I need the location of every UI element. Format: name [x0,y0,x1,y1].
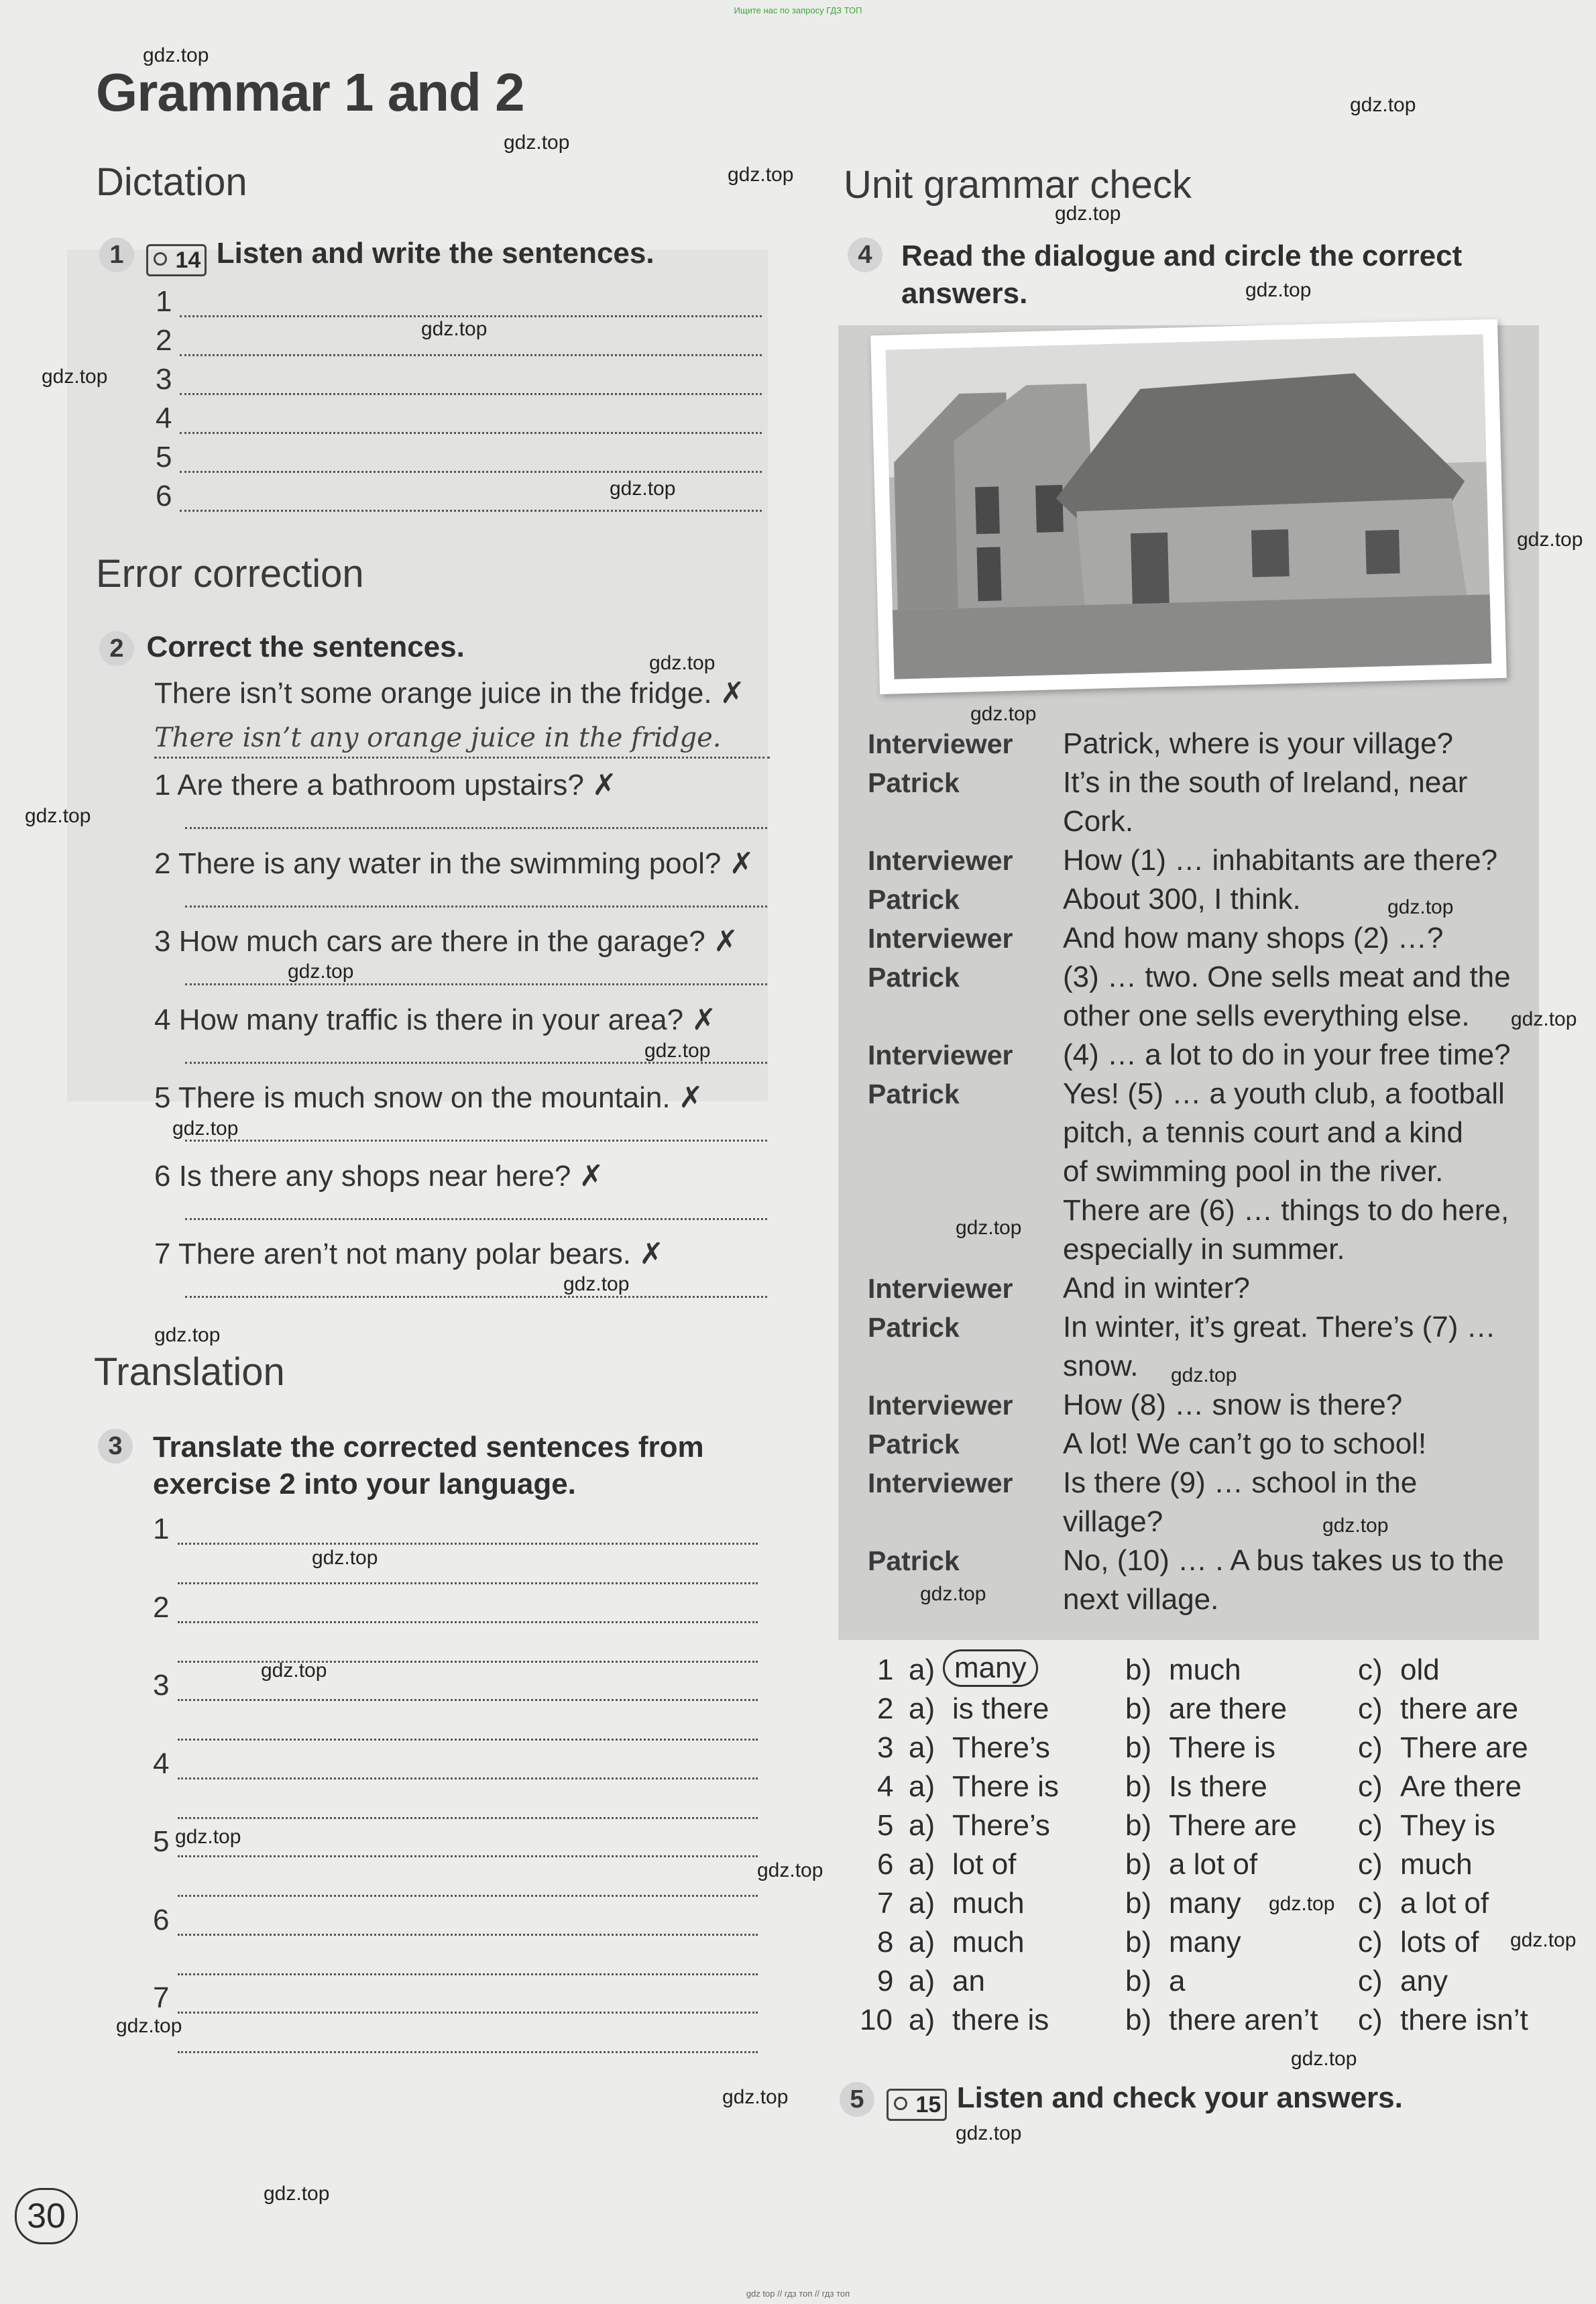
option-c[interactable]: There are [1400,1731,1528,1764]
exercise-4-number: 4 [848,237,882,272]
option-a-letter: a) [909,1731,935,1764]
watermark-text: gdz.top [172,1117,239,1140]
option-a[interactable]: lot of [952,1848,1017,1881]
watermark-text: gdz.top [920,1583,986,1605]
correction-line [185,983,767,985]
option-a-letter: a) [909,1965,935,1997]
translation-line-number: 7 [153,1981,170,2014]
translation-line [178,1739,758,1741]
option-a[interactable]: much [952,1887,1025,1920]
option-number: 4 [877,1770,894,1803]
watermark-text: gdz.top [956,2122,1022,2144]
exercise-5-instruction: Listen and check your answers. [956,2081,1403,2114]
option-b-letter: b) [1125,1809,1152,1842]
dictation-heading: Dictation [96,160,247,204]
translation-line-number: 4 [153,1747,170,1780]
option-a-letter: a) [909,1653,935,1686]
footer-note: gdz top // гдз топ // гдз топ [746,2289,850,2299]
dialogue-line: Cork. [1063,805,1134,838]
example-answer-line [154,757,770,759]
watermark-text: gdz.top [757,1859,823,1881]
exercise-3-instruction-2: exercise 2 into your language. [153,1468,576,1500]
option-c[interactable]: much [1400,1848,1473,1881]
watermark-text: gdz.top [116,2015,182,2037]
option-b-letter: b) [1125,1731,1152,1764]
translation-line [178,1543,758,1545]
cottage-illustration [870,319,1507,694]
option-b-letter: b) [1125,1653,1152,1686]
dialogue-line: And how many shops (2) …? [1063,922,1444,954]
option-c[interactable]: lots of [1400,1926,1479,1959]
watermark-text: gdz.top [312,1547,378,1569]
watermark-text: gdz.top [143,44,209,66]
option-b[interactable]: a [1169,1965,1186,1997]
option-b[interactable]: there aren’t [1169,2004,1318,2036]
correction-line [185,1296,767,1298]
translation-line-number: 6 [153,1903,170,1936]
option-number: 1 [877,1653,894,1686]
translation-line [178,2012,758,2014]
translation-heading: Translation [94,1350,285,1394]
page-title: Grammar 1 and 2 [96,62,524,122]
translation-line-number: 1 [153,1513,170,1545]
watermark-text: gdz.top [288,961,354,983]
option-number: 5 [877,1809,894,1842]
left-panel-shade [67,250,768,1101]
option-a-letter: a) [909,1692,935,1725]
dialogue-line: pitch, a tennis court and a kind [1063,1116,1463,1149]
option-number: 6 [877,1848,894,1881]
translation-line [178,1934,758,1936]
dialogue-speaker: Patrick [868,767,960,798]
error-sentence: 4 How many traffic is there in your area? ✗ [154,1003,717,1036]
option-b[interactable]: much [1169,1653,1241,1686]
error-sentence: 5 There is much snow on the mountain. ✗ [154,1081,703,1114]
translation-line-number: 2 [153,1590,170,1624]
dialogue-line: (3) … two. One sells meat and the [1063,961,1511,993]
watermark-text: gdz.top [970,703,1037,725]
option-number: 10 [860,2004,893,2036]
exercise-5-number: 5 [840,2082,874,2117]
option-b[interactable]: are there [1169,1692,1288,1725]
unit-grammar-check-heading: Unit grammar check [844,163,1192,207]
dialogue-speaker: Patrick [868,1079,960,1109]
exercise-3-number: 3 [98,1429,133,1464]
option-c[interactable]: there are [1400,1692,1519,1725]
dialogue-line: About 300, I think. [1063,883,1301,916]
dialogue-line: other one sells everything else. [1063,999,1470,1032]
audio-track-15-icon[interactable]: 15 [887,2089,947,2121]
dialogue-line: village? [1063,1505,1163,1538]
dialogue-line: Patrick, where is your village? [1063,727,1454,760]
watermark-text: gdz.top [1510,1929,1577,1951]
dialogue-line: No, (10) … . A bus takes us to the [1063,1544,1504,1577]
dialogue-speaker: Patrick [868,1429,960,1460]
dialogue-line: Yes! (5) … a youth club, a football [1063,1077,1505,1110]
dialogue-line: There are (6) … things to do here, [1063,1194,1509,1227]
exercise-3-header [98,1429,133,1464]
option-b-letter: b) [1125,2004,1152,2036]
watermark-text: gdz.top [1055,203,1121,225]
option-a[interactable]: There’s [952,1809,1050,1842]
exercise-2-instruction: Correct the sentences. [146,630,465,663]
watermark-text: gdz.top [1517,529,1583,551]
exercise-4-instruction-1: Read the dialogue and circle the correct [901,239,1463,272]
error-sentence: 3 How much cars are there in the garage? ✗ [154,925,738,958]
option-c-letter: c) [1358,1809,1383,1842]
dialogue-line: How (8) … snow is there? [1063,1388,1403,1421]
exercise-1-header [99,235,654,276]
option-b[interactable]: a lot of [1169,1848,1258,1881]
watermark-text: gdz.top [1171,1364,1237,1386]
option-c[interactable]: there isn’t [1400,2004,1528,2036]
dialogue-line: And in winter? [1063,1272,1250,1305]
dialogue-speaker: Interviewer [868,1273,1013,1304]
option-a-letter: a) [909,1887,935,1920]
translation-line [178,1699,758,1701]
dialogue-line: especially in summer. [1063,1233,1345,1266]
dialogue-speaker: Interviewer [868,1468,1013,1498]
option-a[interactable]: There is [952,1770,1059,1803]
translation-line [178,1973,758,1975]
error-sentence: 7 There aren’t not many polar bears. ✗ [154,1238,665,1270]
dialogue-line: How (1) … inhabitants are there? [1063,844,1498,877]
error-sentence: 1 Are there a bathroom upstairs? ✗ [154,769,617,802]
exercise-2-example-answer: There isn’t any orange juice in the fridge. [154,722,722,753]
option-b-letter: b) [1125,1770,1152,1803]
option-a[interactable]: an [952,1965,985,1997]
option-number: 2 [877,1692,894,1725]
correction-line [185,1140,767,1142]
watermark-text: gdz.top [421,318,488,340]
translation-line [178,1817,758,1819]
watermark-text: gdz.top [649,652,716,674]
dictation-answer-line [180,432,762,434]
option-c[interactable]: Are there [1400,1770,1522,1803]
watermark-text: gdz.top [956,1217,1022,1239]
watermark-text: gdz.top [728,164,794,186]
watermark-text: gdz.top [1322,1515,1389,1537]
option-c[interactable]: old [1400,1653,1440,1686]
dictation-line-number: 3 [156,363,172,396]
option-a[interactable]: is there [952,1692,1049,1725]
option-number: 8 [877,1926,894,1959]
watermark-text: gdz.top [264,2183,330,2205]
option-c-letter: c) [1358,2004,1383,2036]
option-a-circled[interactable]: many [943,1649,1038,1687]
exercise-2-header [99,628,465,666]
option-c[interactable]: They is [1400,1809,1495,1842]
page-number: 30 [15,2188,78,2244]
option-c-letter: c) [1358,1770,1383,1803]
option-number: 9 [877,1965,894,1997]
translation-line [178,1777,758,1779]
dialogue-speaker: Interviewer [868,728,1013,759]
option-a[interactable]: much [952,1926,1025,1959]
dialogue-line: It’s in the south of Ireland, near [1063,766,1468,799]
dialogue-speaker: Patrick [868,884,960,915]
error-correction-heading: Error correction [96,552,364,596]
option-c-letter: c) [1358,1848,1383,1881]
translation-line-number: 5 [153,1825,170,1858]
header-note: Ищите нас по запросу ГДЗ ТОП [734,5,862,15]
watermark-text: gdz.top [42,366,108,388]
dialogue-line: of swimming pool in the river. [1063,1155,1444,1188]
option-c[interactable]: a lot of [1400,1887,1489,1920]
watermark-text: gdz.top [1350,94,1416,116]
watermark-text: gdz.top [1387,896,1454,918]
option-b-letter: b) [1125,1887,1152,1920]
dialogue-speaker: Interviewer [868,923,1013,954]
dialogue-line: In winter, it’s great. There’s (7) … [1063,1311,1496,1343]
exercise-1-instruction: Listen and write the sentences. [216,237,654,270]
dictation-answer-line [180,315,762,317]
option-b-letter: b) [1125,1965,1152,1997]
error-sentence: 2 There is any water in the swimming pool? ✗ [154,846,754,880]
watermark-text: gdz.top [644,1040,711,1062]
village-cottage-photo [870,319,1507,694]
watermark-text: gdz.top [25,805,91,827]
translation-line-number: 3 [153,1669,170,1702]
dialogue-speaker: Patrick [868,962,960,993]
dialogue-line: (4) … a lot to do in your free time? [1063,1038,1511,1071]
exercise-3-instruction-1: Translate the corrected sentences from [153,1431,704,1464]
option-b[interactable]: There is [1169,1731,1275,1764]
option-a[interactable]: There’s [952,1731,1050,1764]
dialogue-speaker: Interviewer [868,845,1013,876]
correction-line [185,906,767,908]
option-number: 3 [877,1731,894,1764]
translation-line [178,1895,758,1897]
dictation-line-number: 5 [156,441,172,474]
dialogue-line: A lot! We can’t go to school! [1063,1427,1427,1460]
dictation-answer-line [180,393,762,395]
exercise-1-number: 1 [99,237,134,272]
watermark-text: gdz.top [1269,1893,1335,1915]
option-a-letter: a) [909,1926,935,1959]
dictation-line-number: 1 [156,285,172,318]
dialogue-line: Is there (9) … school in the [1063,1466,1418,1499]
dictation-line-number: 6 [156,480,172,512]
option-a-letter: a) [909,1770,935,1803]
option-c-letter: c) [1358,1731,1383,1764]
option-a-letter: a) [909,1809,935,1842]
dialogue-speaker: Patrick [868,1312,960,1343]
watermark-text: gdz.top [154,1324,221,1346]
translation-line [178,1621,758,1623]
watermark-text: gdz.top [1511,1008,1577,1030]
dictation-answer-line [180,471,762,473]
watermark-text: gdz.top [1291,2048,1357,2070]
watermark-text: gdz.top [504,131,570,154]
option-number: 7 [877,1887,894,1920]
option-c-letter: c) [1358,1692,1383,1725]
dictation-answer-line [180,354,762,356]
correction-line [185,1218,767,1220]
option-c-letter: c) [1358,1926,1383,1959]
option-a-letter: a) [909,1848,935,1881]
dictation-line-number: 2 [156,324,172,357]
dictation-answer-line [180,510,762,512]
dictation-line-number: 4 [156,402,172,435]
dialogue-speaker: Patrick [868,1545,960,1576]
option-b[interactable]: Is there [1169,1770,1267,1803]
option-a[interactable]: there is [952,2004,1049,2036]
dialogue-speaker: Interviewer [868,1040,1013,1071]
option-b-letter: b) [1125,1848,1152,1881]
watermark-text: gdz.top [1245,279,1312,301]
translation-line [178,2051,758,2053]
option-b-letter: b) [1125,1926,1152,1959]
option-b[interactable]: many [1169,1926,1241,1959]
error-sentence: 6 Is there any shops near here? ✗ [154,1159,604,1193]
exercise-4-header [848,237,882,272]
audio-track-14-icon[interactable]: 14 [146,244,207,276]
exercise-4-instruction-2: answers. [901,277,1028,310]
option-c[interactable]: any [1400,1965,1448,1997]
watermark-text: gdz.top [261,1659,327,1682]
exercise-5-header [840,2079,1403,2121]
dialogue-line: next village. [1063,1583,1219,1616]
exercise-2-example: There isn’t some orange juice in the fridge. ✗ [154,677,745,710]
option-c-letter: c) [1358,1965,1383,1997]
translation-line [178,1582,758,1584]
option-c-letter: c) [1358,1653,1383,1686]
watermark-text: gdz.top [722,2086,789,2108]
option-c-letter: c) [1358,1887,1383,1920]
watermark-text: gdz.top [563,1273,630,1295]
watermark-text: gdz.top [610,478,676,500]
exercise-2-number: 2 [99,631,134,666]
translation-line [178,1855,758,1857]
watermark-text: gdz.top [175,1826,241,1848]
dialogue-speaker: Interviewer [868,1390,1013,1421]
option-b[interactable]: many [1169,1887,1241,1920]
correction-line [185,827,767,829]
dialogue-line: snow. [1063,1350,1139,1382]
option-b-letter: b) [1125,1692,1152,1725]
option-a-letter: a) [909,2004,935,2036]
option-b[interactable]: There are [1169,1809,1297,1842]
